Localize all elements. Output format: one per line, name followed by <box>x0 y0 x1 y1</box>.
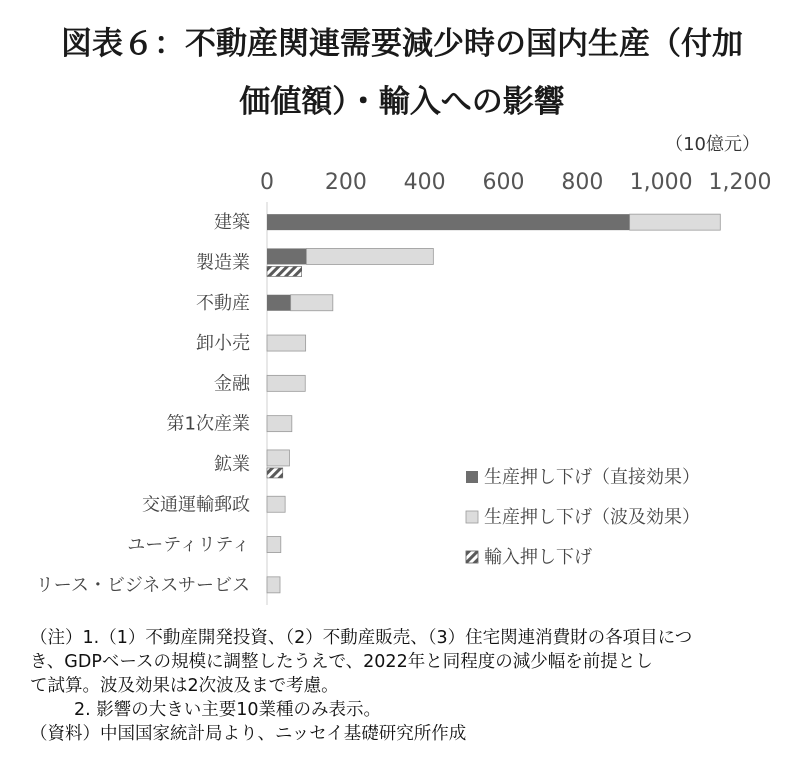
bar-direct-effect <box>267 214 630 230</box>
note-line-2: き、GDPベースの規模に調整したうえで、2022年と同程度の減少幅を前提とし <box>30 652 653 672</box>
chart-title-line-1: 図表６：不動産関連需要減少時の国内生産（付加 <box>61 26 743 62</box>
bar-spillover-effect <box>267 450 289 466</box>
x-tick-label: 1,200 <box>708 170 772 195</box>
category-label: 金融 <box>214 373 250 395</box>
bar-spillover-effect <box>267 335 306 351</box>
bar-spillover-effect <box>291 295 333 311</box>
bar-spillover-effect <box>267 496 285 512</box>
bar-import-effect <box>267 468 283 478</box>
x-tick-label: 200 <box>324 170 367 195</box>
bar-spillover-effect <box>267 416 292 432</box>
legend-swatch <box>466 511 478 523</box>
legend-swatch <box>466 551 478 563</box>
note-line-4: 2. 影響の大きい主要10業種のみ表示。 <box>74 700 382 720</box>
bar-direct-effect <box>267 295 291 311</box>
legend-label: 生産押し下げ（波及効果） <box>484 507 700 528</box>
legend-label: 生産押し下げ（直接効果） <box>484 467 700 488</box>
bar-direct-effect <box>267 248 306 264</box>
notes-block <box>30 626 790 746</box>
category-label: 第1次産業 <box>166 413 250 435</box>
category-label: 不動産 <box>196 292 250 314</box>
category-label: 鉱業 <box>214 453 250 475</box>
bar-spillover-effect <box>267 577 280 593</box>
x-tick-label: 800 <box>561 170 604 195</box>
category-label: 建築 <box>214 212 250 234</box>
legend-swatch <box>466 471 478 483</box>
note-line-3: て試算。波及効果は2次波及まで考慮。 <box>30 676 339 696</box>
bar-spillover-effect <box>306 248 433 264</box>
note-line-1: （注）1.（1）不動産開発投資、（2）不動産販売、（3）住宅関連消費財の各項目につ <box>30 628 693 648</box>
category-label: 製造業 <box>196 252 250 274</box>
category-label: リース・ビジネスサービス <box>35 574 250 596</box>
bar-import-effect <box>267 266 302 276</box>
x-tick-label: 600 <box>482 170 525 195</box>
category-label: 交通運輸郵政 <box>142 494 250 516</box>
legend-label: 輸入押し下げ <box>484 547 592 568</box>
category-label: 卸小売 <box>196 333 250 355</box>
x-tick-label: 400 <box>403 170 446 195</box>
source-line: （資料）中国国家統計局より、ニッセイ基礎研究所作成 <box>30 724 467 744</box>
unit-label: （10億元） <box>665 134 760 155</box>
chart-title-line-2: 価値額）・輸入への影響 <box>239 84 565 120</box>
bar-spillover-effect <box>267 537 281 553</box>
bar-spillover-effect <box>267 375 305 391</box>
x-tick-label: 0 <box>260 170 274 195</box>
bar-spillover-effect <box>630 214 721 230</box>
category-label: ユーティリティ <box>127 534 250 556</box>
x-tick-label: 1,000 <box>629 170 693 195</box>
